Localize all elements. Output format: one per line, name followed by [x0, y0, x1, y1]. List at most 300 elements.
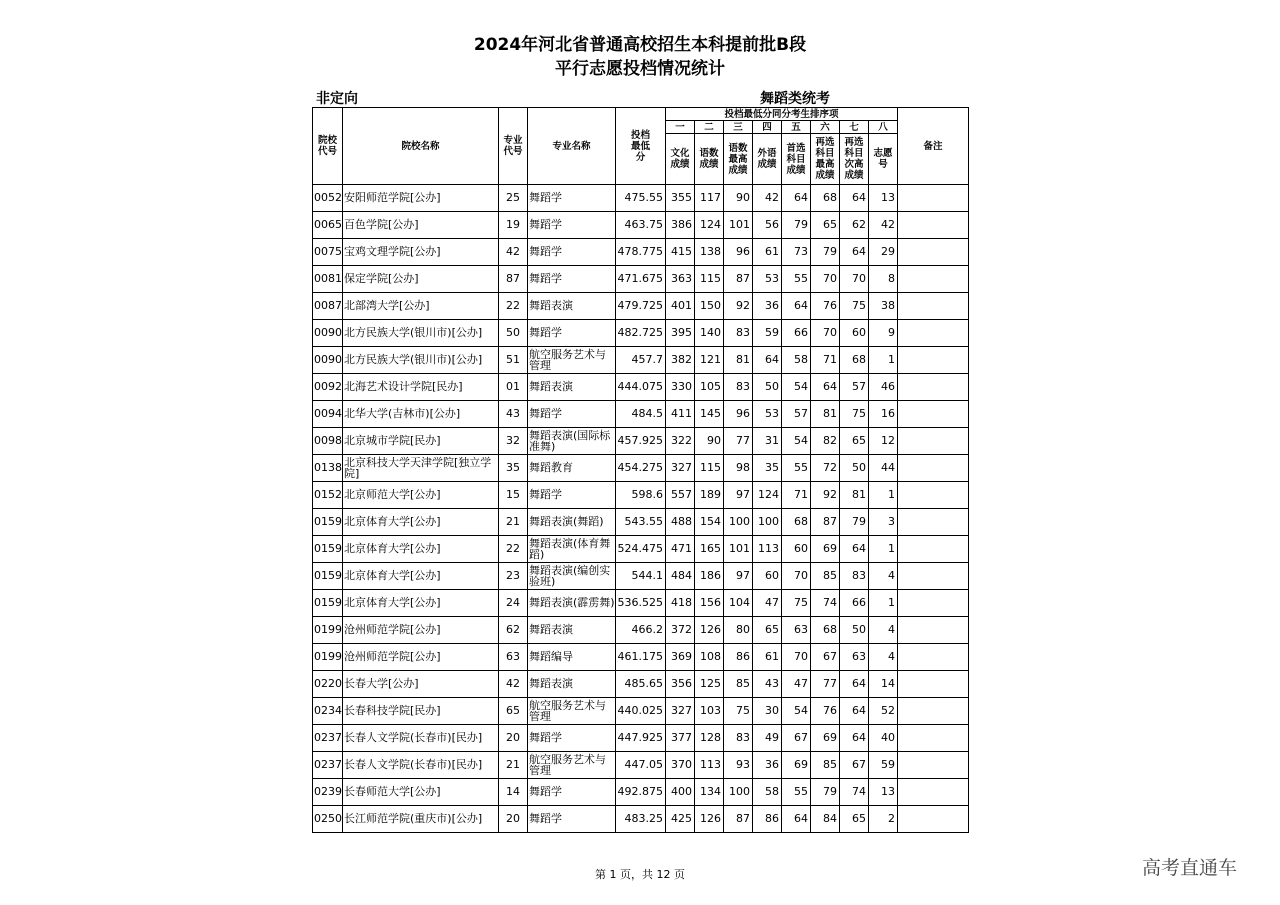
cell-min-score: 454.275 — [616, 455, 666, 482]
cell-remark — [898, 428, 969, 455]
cell-rank-value-7: 57 — [840, 374, 869, 401]
cell-school-name: 长江师范学院(重庆市)[公办] — [343, 806, 499, 833]
cell-school-name: 长春大学[公办] — [343, 671, 499, 698]
cell-rank-value-4: 100 — [753, 509, 782, 536]
cell-remark — [898, 617, 969, 644]
cell-rank-value-2: 115 — [695, 455, 724, 482]
cell-rank-value-7: 75 — [840, 293, 869, 320]
cell-rank-value-7: 64 — [840, 671, 869, 698]
cell-school-name: 北京城市学院[民办] — [343, 428, 499, 455]
header-remark: 备注 — [898, 108, 969, 185]
cell-rank-value-4: 30 — [753, 698, 782, 725]
cell-major-code: 22 — [499, 536, 528, 563]
cell-school-code: 0090 — [313, 347, 343, 374]
cell-rank-value-5: 54 — [782, 374, 811, 401]
cell-rank-value-6: 70 — [811, 266, 840, 293]
table-row — [313, 536, 969, 563]
cell-rank-value-1: 377 — [666, 725, 695, 752]
cell-school-name: 北京体育大学[公办] — [343, 536, 499, 563]
cell-school-code: 0152 — [313, 482, 343, 509]
cell-major-code: 01 — [499, 374, 528, 401]
cell-major-name: 舞蹈表演(舞蹈) — [528, 509, 616, 536]
cell-rank-value-6: 72 — [811, 455, 840, 482]
cell-rank-value-1: 400 — [666, 779, 695, 806]
cell-major-name: 舞蹈学 — [528, 320, 616, 347]
cell-rank-value-3: 101 — [724, 536, 753, 563]
header-rank-1: 一 — [666, 121, 695, 134]
cell-rank-value-6: 85 — [811, 752, 840, 779]
header-school-name: 院校名称 — [343, 108, 499, 185]
cell-rank-value-5: 55 — [782, 266, 811, 293]
cell-rank-value-4: 56 — [753, 212, 782, 239]
cell-rank-value-2: 156 — [695, 590, 724, 617]
cell-school-name: 北京师范大学[公办] — [343, 482, 499, 509]
cell-major-name: 舞蹈教育 — [528, 455, 616, 482]
cell-rank-value-4: 47 — [753, 590, 782, 617]
cell-school-name: 长春人文学院(长春市)[民办] — [343, 752, 499, 779]
cell-major-name: 舞蹈学 — [528, 779, 616, 806]
cell-major-code: 32 — [499, 428, 528, 455]
cell-major-code: 87 — [499, 266, 528, 293]
cell-remark — [898, 293, 969, 320]
table-row — [313, 644, 969, 671]
cell-rank-value-5: 63 — [782, 617, 811, 644]
table-row — [313, 293, 969, 320]
cell-min-score: 492.875 — [616, 779, 666, 806]
cell-rank-value-1: 372 — [666, 617, 695, 644]
cell-rank-value-3: 96 — [724, 239, 753, 266]
cell-rank-value-1: 488 — [666, 509, 695, 536]
cell-remark — [898, 347, 969, 374]
cell-rank-value-8: 59 — [869, 752, 898, 779]
cell-rank-value-3: 104 — [724, 590, 753, 617]
cell-min-score: 475.55 — [616, 185, 666, 212]
cell-major-name: 舞蹈表演 — [528, 374, 616, 401]
cell-school-code: 0138 — [313, 455, 343, 482]
cell-major-code: 50 — [499, 320, 528, 347]
cell-min-score: 444.075 — [616, 374, 666, 401]
cell-school-code: 0098 — [313, 428, 343, 455]
cell-rank-value-6: 74 — [811, 590, 840, 617]
cell-major-name: 舞蹈学 — [528, 185, 616, 212]
header-rank-6: 六 — [811, 121, 840, 134]
header-rank-item-8: 志愿号 — [869, 134, 898, 185]
document-title: 2024年河北省普通高校招生本科提前批B段 — [473, 35, 807, 55]
table-row — [313, 725, 969, 752]
cell-rank-value-4: 53 — [753, 266, 782, 293]
cell-min-score: 536.525 — [616, 590, 666, 617]
cell-rank-value-4: 58 — [753, 779, 782, 806]
cell-rank-value-6: 70 — [811, 320, 840, 347]
cell-major-name: 航空服务艺术与管理 — [528, 698, 616, 725]
cell-remark — [898, 266, 969, 293]
cell-rank-value-5: 73 — [782, 239, 811, 266]
cell-remark — [898, 698, 969, 725]
cell-rank-value-7: 75 — [840, 401, 869, 428]
header-rank-4: 四 — [753, 121, 782, 134]
cell-rank-value-4: 61 — [753, 239, 782, 266]
cell-min-score: 524.475 — [616, 536, 666, 563]
cell-min-score: 543.55 — [616, 509, 666, 536]
cell-major-name: 舞蹈表演 — [528, 671, 616, 698]
cell-school-code: 0234 — [313, 698, 343, 725]
cell-min-score: 483.25 — [616, 806, 666, 833]
cell-school-code: 0199 — [313, 617, 343, 644]
table-row — [313, 212, 969, 239]
cell-major-code: 35 — [499, 455, 528, 482]
cell-min-score: 466.2 — [616, 617, 666, 644]
table-row — [313, 590, 969, 617]
category-label-left: 非定向 — [316, 91, 358, 107]
cell-rank-value-7: 74 — [840, 779, 869, 806]
cell-rank-value-4: 50 — [753, 374, 782, 401]
cell-rank-value-6: 92 — [811, 482, 840, 509]
cell-rank-value-2: 115 — [695, 266, 724, 293]
cell-rank-value-4: 35 — [753, 455, 782, 482]
cell-rank-value-1: 411 — [666, 401, 695, 428]
cell-major-code: 15 — [499, 482, 528, 509]
cell-rank-value-8: 42 — [869, 212, 898, 239]
cell-rank-value-1: 418 — [666, 590, 695, 617]
header-school-code: 院校代号 — [313, 108, 343, 185]
cell-major-code: 43 — [499, 401, 528, 428]
cell-rank-value-4: 113 — [753, 536, 782, 563]
cell-major-name: 舞蹈学 — [528, 482, 616, 509]
cell-rank-value-6: 79 — [811, 239, 840, 266]
cell-rank-value-4: 60 — [753, 563, 782, 590]
cell-major-name: 舞蹈表演 — [528, 293, 616, 320]
cell-min-score: 485.65 — [616, 671, 666, 698]
cell-major-code: 42 — [499, 671, 528, 698]
cell-major-code: 19 — [499, 212, 528, 239]
cell-rank-value-5: 64 — [782, 293, 811, 320]
cell-min-score: 482.725 — [616, 320, 666, 347]
cell-rank-value-8: 38 — [869, 293, 898, 320]
cell-rank-value-2: 126 — [695, 806, 724, 833]
cell-rank-value-7: 62 — [840, 212, 869, 239]
cell-remark — [898, 401, 969, 428]
cell-rank-value-2: 150 — [695, 293, 724, 320]
table-header — [313, 108, 969, 185]
cell-rank-value-1: 557 — [666, 482, 695, 509]
cell-major-name: 舞蹈表演(体育舞蹈) — [528, 536, 616, 563]
cell-rank-value-1: 322 — [666, 428, 695, 455]
header-rank-item-4: 外语成绩 — [753, 134, 782, 185]
cell-rank-value-2: 186 — [695, 563, 724, 590]
cell-major-name: 舞蹈学 — [528, 806, 616, 833]
cell-school-name: 沧州师范学院[公办] — [343, 617, 499, 644]
cell-remark — [898, 239, 969, 266]
cell-rank-value-6: 76 — [811, 698, 840, 725]
header-min-score: 投档最低分 — [616, 108, 666, 185]
header-major-name: 专业名称 — [528, 108, 616, 185]
cell-rank-value-1: 386 — [666, 212, 695, 239]
cell-rank-value-8: 40 — [869, 725, 898, 752]
cell-rank-value-6: 64 — [811, 374, 840, 401]
cell-rank-value-3: 87 — [724, 806, 753, 833]
table-row — [313, 347, 969, 374]
cell-rank-value-7: 64 — [840, 698, 869, 725]
cell-rank-value-7: 60 — [840, 320, 869, 347]
cell-major-name: 舞蹈表演(编创实验班) — [528, 563, 616, 590]
document-subtitle: 平行志愿投档情况统计 — [555, 59, 725, 79]
cell-rank-value-3: 80 — [724, 617, 753, 644]
cell-school-name: 安阳师范学院[公办] — [343, 185, 499, 212]
cell-min-score: 598.6 — [616, 482, 666, 509]
header-rank-item-3: 语数最高成绩 — [724, 134, 753, 185]
cell-rank-value-6: 65 — [811, 212, 840, 239]
cell-rank-value-7: 67 — [840, 752, 869, 779]
cell-rank-value-4: 31 — [753, 428, 782, 455]
header-tiebreak-group: 投档最低分同分考生排序项 — [666, 108, 898, 121]
cell-remark — [898, 644, 969, 671]
cell-rank-value-3: 92 — [724, 293, 753, 320]
cell-rank-value-3: 101 — [724, 212, 753, 239]
cell-rank-value-1: 369 — [666, 644, 695, 671]
cell-school-code: 0090 — [313, 320, 343, 347]
cell-major-code: 23 — [499, 563, 528, 590]
cell-rank-value-6: 85 — [811, 563, 840, 590]
header-rank-item-5: 首选科目成绩 — [782, 134, 811, 185]
cell-rank-value-7: 50 — [840, 455, 869, 482]
cell-min-score: 479.725 — [616, 293, 666, 320]
cell-min-score: 457.7 — [616, 347, 666, 374]
cell-rank-value-1: 471 — [666, 536, 695, 563]
cell-rank-value-5: 79 — [782, 212, 811, 239]
cell-rank-value-1: 484 — [666, 563, 695, 590]
cell-remark — [898, 212, 969, 239]
table-row — [313, 752, 969, 779]
cell-school-code: 0159 — [313, 509, 343, 536]
cell-rank-value-4: 64 — [753, 347, 782, 374]
cell-rank-value-4: 49 — [753, 725, 782, 752]
cell-school-name: 百色学院[公办] — [343, 212, 499, 239]
cell-rank-value-5: 66 — [782, 320, 811, 347]
table-row — [313, 266, 969, 293]
cell-school-code: 0094 — [313, 401, 343, 428]
cell-rank-value-7: 65 — [840, 428, 869, 455]
cell-rank-value-5: 75 — [782, 590, 811, 617]
cell-school-name: 保定学院[公办] — [343, 266, 499, 293]
cell-remark — [898, 185, 969, 212]
cell-rank-value-5: 68 — [782, 509, 811, 536]
cell-rank-value-1: 327 — [666, 455, 695, 482]
cell-major-name: 舞蹈学 — [528, 401, 616, 428]
cell-min-score: 440.025 — [616, 698, 666, 725]
cell-rank-value-7: 65 — [840, 806, 869, 833]
cell-school-name: 北部湾大学[公办] — [343, 293, 499, 320]
table-row — [313, 320, 969, 347]
cell-rank-value-1: 363 — [666, 266, 695, 293]
cell-rank-value-2: 124 — [695, 212, 724, 239]
cell-rank-value-5: 70 — [782, 644, 811, 671]
cell-major-code: 25 — [499, 185, 528, 212]
table-row — [313, 482, 969, 509]
cell-major-code: 65 — [499, 698, 528, 725]
cell-rank-value-3: 100 — [724, 779, 753, 806]
cell-rank-value-3: 87 — [724, 266, 753, 293]
cell-rank-value-1: 356 — [666, 671, 695, 698]
cell-rank-value-2: 108 — [695, 644, 724, 671]
cell-rank-value-8: 3 — [869, 509, 898, 536]
cell-school-name: 宝鸡文理学院[公办] — [343, 239, 499, 266]
cell-major-code: 20 — [499, 725, 528, 752]
cell-school-code: 0239 — [313, 779, 343, 806]
cell-min-score: 463.75 — [616, 212, 666, 239]
cell-rank-value-5: 54 — [782, 698, 811, 725]
header-rank-item-7: 再选科目次高成绩 — [840, 134, 869, 185]
cell-rank-value-2: 117 — [695, 185, 724, 212]
cell-rank-value-5: 64 — [782, 185, 811, 212]
cell-rank-value-8: 12 — [869, 428, 898, 455]
cell-rank-value-4: 61 — [753, 644, 782, 671]
cell-rank-value-7: 83 — [840, 563, 869, 590]
cell-rank-value-3: 75 — [724, 698, 753, 725]
cell-major-name: 舞蹈编导 — [528, 644, 616, 671]
cell-rank-value-2: 134 — [695, 779, 724, 806]
cell-rank-value-1: 415 — [666, 239, 695, 266]
cell-rank-value-8: 13 — [869, 779, 898, 806]
cell-rank-value-8: 1 — [869, 347, 898, 374]
watermark: 高考直通车 — [1142, 857, 1238, 879]
cell-rank-value-8: 29 — [869, 239, 898, 266]
cell-school-name: 沧州师范学院[公办] — [343, 644, 499, 671]
cell-major-code: 22 — [499, 293, 528, 320]
table-row — [313, 698, 969, 725]
cell-school-code: 0087 — [313, 293, 343, 320]
cell-rank-value-4: 42 — [753, 185, 782, 212]
cell-rank-value-4: 36 — [753, 293, 782, 320]
cell-major-name: 舞蹈表演 — [528, 617, 616, 644]
header-rank-7: 七 — [840, 121, 869, 134]
cell-major-name: 航空服务艺术与管理 — [528, 347, 616, 374]
cell-rank-value-2: 140 — [695, 320, 724, 347]
cell-rank-value-8: 16 — [869, 401, 898, 428]
cell-rank-value-3: 98 — [724, 455, 753, 482]
cell-remark — [898, 590, 969, 617]
cell-major-code: 42 — [499, 239, 528, 266]
cell-rank-value-3: 90 — [724, 185, 753, 212]
cell-rank-value-7: 81 — [840, 482, 869, 509]
cell-major-name: 舞蹈学 — [528, 725, 616, 752]
cell-rank-value-8: 46 — [869, 374, 898, 401]
cell-rank-value-1: 330 — [666, 374, 695, 401]
table-row — [313, 455, 969, 482]
cell-rank-value-2: 165 — [695, 536, 724, 563]
cell-school-name: 长春科技学院[民办] — [343, 698, 499, 725]
header-major-code: 专业代号 — [499, 108, 528, 185]
cell-rank-value-4: 36 — [753, 752, 782, 779]
cell-major-code: 24 — [499, 590, 528, 617]
cell-rank-value-7: 64 — [840, 536, 869, 563]
cell-min-score: 544.1 — [616, 563, 666, 590]
cell-rank-value-5: 54 — [782, 428, 811, 455]
cell-school-name: 北京体育大学[公办] — [343, 563, 499, 590]
cell-major-code: 63 — [499, 644, 528, 671]
cell-school-code: 0092 — [313, 374, 343, 401]
cell-rank-value-6: 82 — [811, 428, 840, 455]
cell-school-name: 长春师范大学[公办] — [343, 779, 499, 806]
cell-rank-value-7: 79 — [840, 509, 869, 536]
cell-rank-value-3: 83 — [724, 320, 753, 347]
cell-rank-value-3: 81 — [724, 347, 753, 374]
cell-rank-value-7: 63 — [840, 644, 869, 671]
cell-remark — [898, 374, 969, 401]
cell-rank-value-6: 79 — [811, 779, 840, 806]
cell-rank-value-6: 87 — [811, 509, 840, 536]
cell-rank-value-8: 1 — [869, 590, 898, 617]
table-row — [313, 374, 969, 401]
cell-remark — [898, 320, 969, 347]
cell-rank-value-8: 1 — [869, 482, 898, 509]
page-footer: 第 1 页，共 12 页 — [595, 868, 685, 881]
cell-school-code: 0075 — [313, 239, 343, 266]
cell-rank-value-2: 145 — [695, 401, 724, 428]
cell-rank-value-8: 13 — [869, 185, 898, 212]
cell-major-name: 舞蹈表演(国际标准舞) — [528, 428, 616, 455]
cell-rank-value-1: 355 — [666, 185, 695, 212]
cell-rank-value-1: 370 — [666, 752, 695, 779]
cell-rank-value-6: 68 — [811, 617, 840, 644]
cell-rank-value-4: 59 — [753, 320, 782, 347]
cell-rank-value-5: 67 — [782, 725, 811, 752]
cell-major-code: 62 — [499, 617, 528, 644]
table-row — [313, 671, 969, 698]
cell-rank-value-3: 85 — [724, 671, 753, 698]
cell-rank-value-2: 128 — [695, 725, 724, 752]
cell-rank-value-3: 96 — [724, 401, 753, 428]
cell-min-score: 484.5 — [616, 401, 666, 428]
cell-rank-value-6: 77 — [811, 671, 840, 698]
cell-rank-value-4: 65 — [753, 617, 782, 644]
cell-rank-value-8: 8 — [869, 266, 898, 293]
header-rank-item-6: 再选科目最高成绩 — [811, 134, 840, 185]
cell-rank-value-2: 125 — [695, 671, 724, 698]
table-row — [313, 617, 969, 644]
cell-rank-value-2: 189 — [695, 482, 724, 509]
cell-rank-value-3: 97 — [724, 482, 753, 509]
cell-rank-value-5: 55 — [782, 455, 811, 482]
cell-major-code: 20 — [499, 806, 528, 833]
cell-rank-value-2: 105 — [695, 374, 724, 401]
cell-remark — [898, 806, 969, 833]
cell-rank-value-2: 90 — [695, 428, 724, 455]
cell-rank-value-3: 97 — [724, 563, 753, 590]
cell-rank-value-3: 83 — [724, 725, 753, 752]
cell-rank-value-1: 425 — [666, 806, 695, 833]
cell-rank-value-6: 84 — [811, 806, 840, 833]
cell-rank-value-3: 93 — [724, 752, 753, 779]
cell-rank-value-2: 154 — [695, 509, 724, 536]
cell-rank-value-5: 47 — [782, 671, 811, 698]
cell-rank-value-3: 100 — [724, 509, 753, 536]
table-row — [313, 509, 969, 536]
cell-rank-value-2: 103 — [695, 698, 724, 725]
cell-rank-value-6: 68 — [811, 185, 840, 212]
table-row — [313, 401, 969, 428]
cell-min-score: 478.775 — [616, 239, 666, 266]
table-body — [313, 185, 969, 833]
cell-rank-value-6: 81 — [811, 401, 840, 428]
cell-school-name: 北海艺术设计学院[民办] — [343, 374, 499, 401]
cell-school-name: 北京体育大学[公办] — [343, 590, 499, 617]
cell-rank-value-5: 64 — [782, 806, 811, 833]
cell-rank-value-8: 4 — [869, 563, 898, 590]
category-label-right: 舞蹈类统考 — [760, 91, 830, 107]
cell-major-code: 21 — [499, 752, 528, 779]
cell-school-name: 北方民族大学(银川市)[公办] — [343, 320, 499, 347]
cell-school-name: 北方民族大学(银川市)[公办] — [343, 347, 499, 374]
